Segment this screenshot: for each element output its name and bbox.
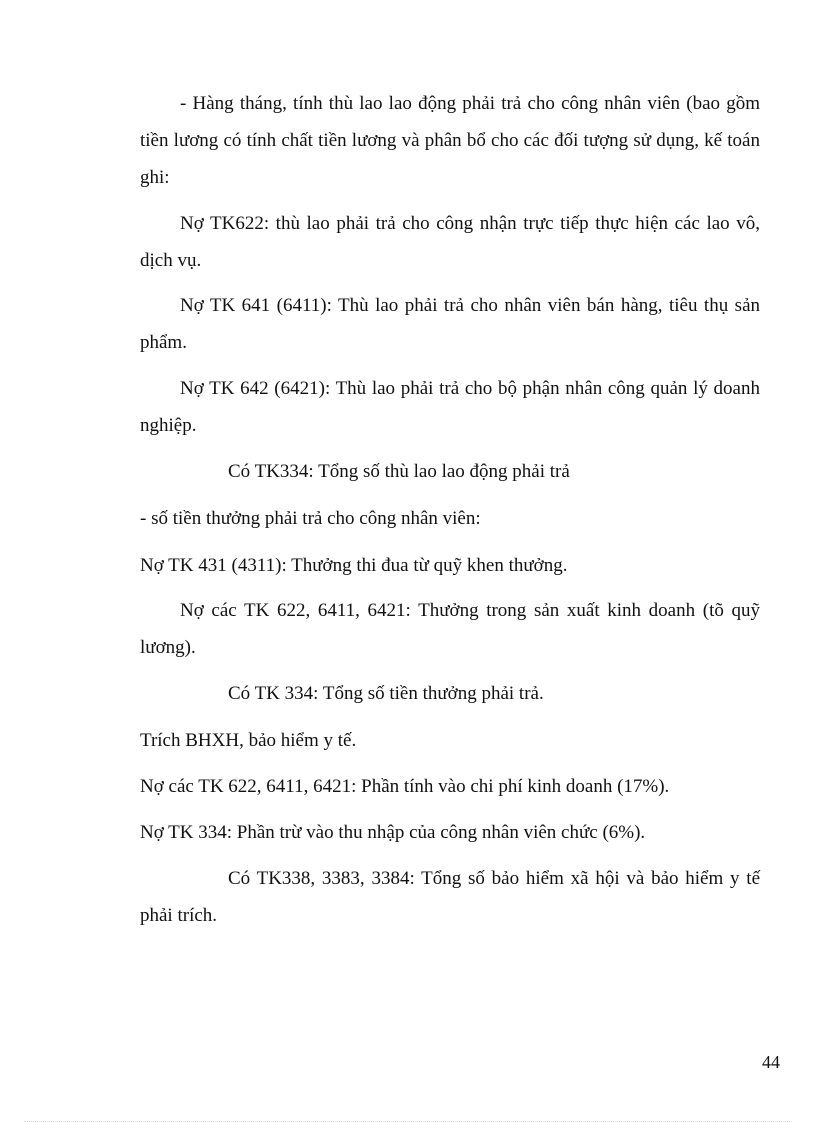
paragraph-debit-production-bonus: Nợ các TK 622, 6411, 6421: Thưởng trong sản xuất kinh doanh (tõ quỹ lương).	[140, 600, 760, 658]
paragraph-credit-tk334-bonus: Có TK 334: Tổng số tiền thưởng phải trả.	[228, 683, 544, 704]
paragraph-debit-tk622: Nợ TK622: thù lao phải trả cho công nhận trực tiếp thực hiện các lao vô, dịch vụ.	[140, 213, 760, 271]
paragraph-credit-tk338: Có TK338, 3383, 3384: Tổng số bảo hiểm xã hội và bảo hiểm y tế phải trích.	[140, 868, 760, 926]
paragraph-debit-tk642: Nợ TK 642 (6421): Thù lao phải trả cho bộ phận nhân công quản lý doanh nghiệp.	[140, 378, 760, 436]
paragraph-debit-tk431: Nợ TK 431 (4311): Thưởng thi đua từ quỹ khen thưởng.	[140, 555, 568, 576]
paragraph-debit-tk641: Nợ TK 641 (6411): Thù lao phải trả cho nhân viên bán hàng, tiêu thụ sản phẩm.	[140, 295, 760, 353]
paragraph-insurance-heading: Trích BHXH, bảo hiểm y tế.	[140, 730, 357, 751]
paragraph-monthly-remuneration: - Hàng tháng, tính thù lao lao động phải trả cho công nhân viên (bao gồm tiền lương có tính chất tiền lương và phân bổ cho các đối tượng sử dụng, kế toán ghi:	[140, 93, 760, 188]
paragraph-bonus-heading: - số tiền thưởng phải trả cho công nhân viên:	[140, 508, 481, 529]
paragraph-credit-tk334-remuneration: Có TK334: Tổng số thù lao lao động phải trả	[228, 461, 570, 482]
paragraph-debit-tk334-deduction: Nợ TK 334: Phần trừ vào thu nhập của công nhân viên chức (6%).	[140, 822, 646, 843]
page-number: 44	[762, 1052, 780, 1072]
paragraph-debit-insurance-expense: Nợ các TK 622, 6411, 6421: Phần tính vào chi phí kinh doanh (17%).	[140, 776, 670, 797]
bottom-divider	[24, 1121, 792, 1122]
